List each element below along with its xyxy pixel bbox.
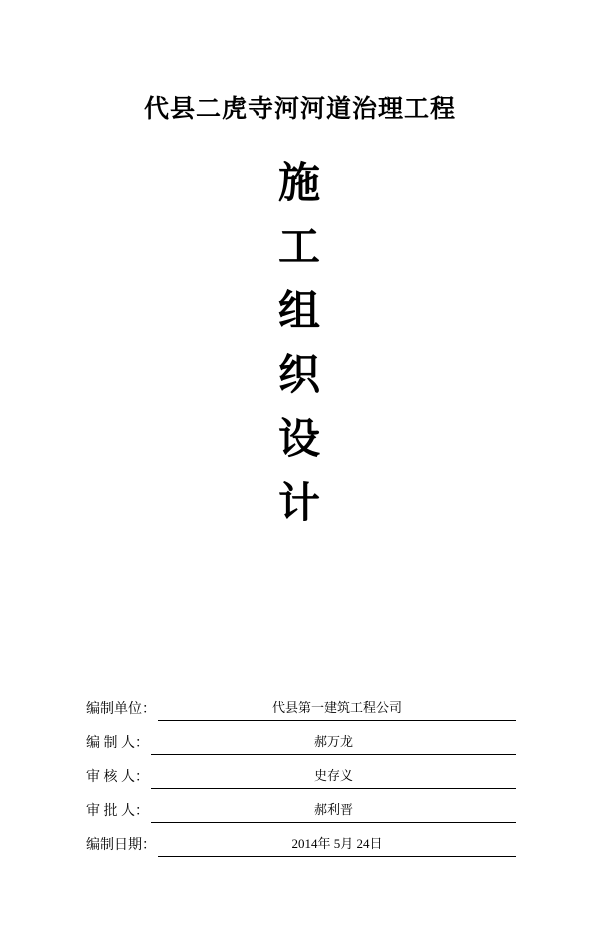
heading-char: 计 [277,481,322,527]
document-page [0,95,600,945]
field-label: 编制日期： [86,838,156,853]
field-value-underline [151,731,516,755]
page-title: 代县二虎寺河河道治理工程 [143,96,456,123]
signature-fields [86,687,516,857]
field-label: 审 批 人： [86,804,149,819]
field-value: 2014年 5月 24日 [291,836,383,851]
field-label: 审 核 人： [86,770,149,785]
heading-char: 织 [277,353,322,399]
field-value-underline [151,765,516,789]
field-value-underline [158,833,516,857]
field-value-underline [158,697,516,721]
field-label: 编 制 人： [86,736,149,751]
field-row-reviewer [86,755,516,789]
field-row-author [86,721,516,755]
field-value: 郝万龙 [313,734,353,749]
field-value: 史存义 [313,768,353,783]
heading-char: 施 [277,161,322,207]
field-row-compiling-unit [86,687,516,721]
field-row-date [86,823,516,857]
heading-char: 工 [277,225,322,271]
field-value: 郝利晋 [313,802,353,817]
field-value-underline [151,799,516,823]
field-row-approver [86,789,516,823]
document-subject-heading [0,163,600,525]
field-label: 编制单位： [86,702,156,717]
heading-char: 设 [277,417,322,463]
heading-char: 组 [277,289,322,335]
field-value: 代县第一建筑工程公司 [271,700,402,715]
